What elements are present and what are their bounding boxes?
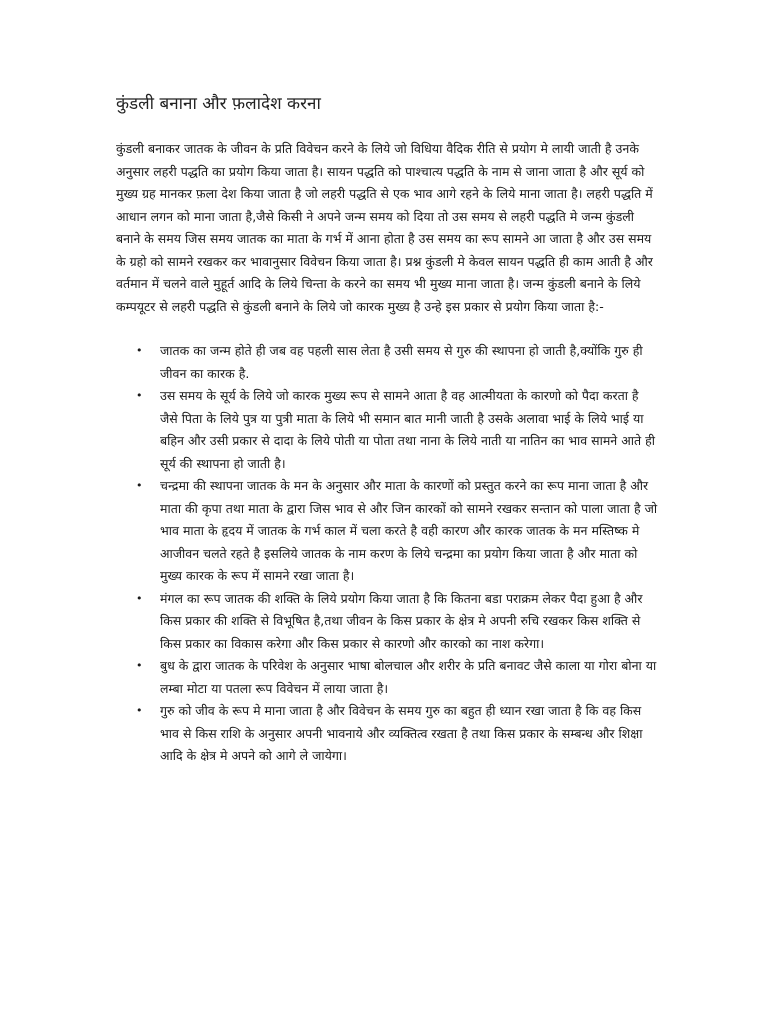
bullet-icon: • [136, 479, 143, 492]
bullet-icon: • [136, 344, 143, 357]
list-item [136, 655, 660, 700]
intro-paragraph: कुंडली बनाकर जातक के जीवन के प्रति विवेचन करने के लिये जो विधिया वैदिक रीति से प्रयोग मे लायी जाती है उनके अनुसार लहरी पद्धति का प्रयोग किया जाता है। सायन पद्धति को पाश्चात्य पद्धति के नाम से जाना जाता है और सूर्य को मुख्य ग्रह मानकर फ़ला देश किया जाता है जो लहरी पद्धति से एक भाव आगे रहने के लिये माना जाता है। लहरी पद्धति में आधान लगन को माना जाता है,जैसे किसी ने अपने जन्म समय को दिया तो उस समय से लहरी पद्धति मे जन्म कुंडली बनाने के समय जिस समय जातक का माता के गर्भ में आना होता है उस समय का रूप सामने आ जाता है और उस समय के ग्रहो को सामने रखकर कर भावानुसार विवेचन किया जाता है। प्रश्न कुंडली मे केवल सायन पद्धति ही काम आती है और वर्तमान में चलने वाले मुहूर्त आदि के लिये चिन्ता के करने का समय भी मुख्य माना जाता है। जन्म कुंडली बनाने के लिये कम्पयूटर से लहरी पद्धति से कुंडली बनाने के लिये जो कारक मुख्य है उन्हे इस प्रकार से प्रयोग किया जाता है:- [116, 141, 653, 314]
bullet-icon: • [136, 389, 143, 402]
list-item-text: बुध के द्वारा जातक के परिवेश के अनुसार भाषा बोलचाल और शरीर के प्रति बनावट जैसे काला या गोरा बोना या लम्बा मोटा या पतला रूप विवेचन में लाया जाता है। [160, 658, 657, 696]
list-item [136, 340, 660, 385]
list-item [136, 700, 660, 768]
list-item-text: उस समय के सूर्य के लिये जो कारक मुख्य रूप से सामने आता है वह आत्मीयता के कारणो को पैदा करता है जैसे पिता के लिये पुत्र या पुत्री माता के लिये भी समान बात मानी जाती है उसके अलावा भाई के लिये भाई या बहिन और उसी प्रकार से दादा के लिये पोती या पोता तथा नाना के लिये नाती या नातिन का भाव सामने आते ही सूर्य की स्थापना हो जाती है। [160, 388, 655, 471]
bullet-icon: • [136, 659, 143, 672]
bullet-list [116, 340, 660, 768]
list-item-text: चन्द्रमा की स्थापना जातक के मन के अनुसार और माता के कारणों को प्रस्तुत करने का रूप माना जाता है और माता की कृपा तथा माता के द्वारा जिस भाव से और जिन कारकों को सामने रखकर सन्तान को पाला जाता है जो भाव माता के हृदय में जातक के गर्भ काल में चला करते है वही कारण और कारक जातक के मन मस्तिष्क मे आजीवन चलते रहते है इसलिये जातक के नाम करण के लिये चन्द्रमा का प्रयोग किया जाता है और माता को मुख्य कारक के रूप में सामने रखा जाता है। [160, 478, 658, 583]
bullet-icon: • [136, 591, 143, 605]
list-item [136, 475, 660, 588]
list-item [136, 588, 660, 656]
document-title: कुंडली बनाना और फ़लादेश करना [116, 94, 321, 114]
bullet-icon: • [136, 704, 143, 717]
list-item-text: गुरु को जीव के रूप मे माना जाता है और विवेचन के समय गुरु का बहुत ही ध्यान रखा जाता है कि वह किस भाव से किस राशि के अनुसार अपनी भावनाये और व्यक्तित्व रखता है तथा किस प्रकार के सम्बन्ध और शिक्षा आदि के क्षेत्र मे अपने को आगे ले जायेगा। [160, 703, 643, 763]
list-item-text: जातक का जन्म होते ही जब वह पहली सास लेता है उसी समय से गुरु की स्थापना हो जाती है,क्योंकि गुरु ही जीवन का कारक है. [160, 343, 643, 381]
list-item-text: मंगल का रूप जातक की शक्ति के लिये प्रयोग किया जाता है कि कितना बडा पराक्रम लेकर पैदा हुआ है और किस प्रकार की शक्ति से विभूषित है,तथा जीवन के किस प्रकार के क्षेत्र मे अपनी रुचि रखकर किस शक्ति से किस प्रकार का विकास करेगा और किस प्रकार से कारणो और कारको का नाश करेगा। [160, 590, 643, 651]
list-item [136, 385, 660, 475]
